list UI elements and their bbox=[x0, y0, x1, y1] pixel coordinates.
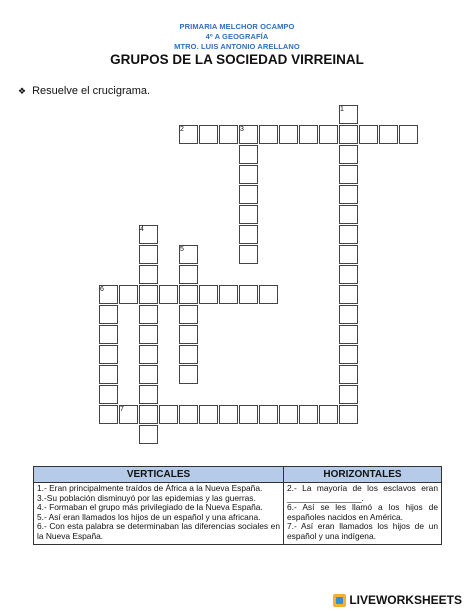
crossword-cell[interactable] bbox=[139, 425, 158, 444]
vertical-clue-4: 4.- Formaban el grupo más privilegiado de la Nueva España. bbox=[37, 502, 263, 513]
crossword-cell[interactable] bbox=[179, 405, 198, 424]
horizontales-header: HORIZONTALES bbox=[284, 467, 442, 483]
vertical-clue-1: 1.- Eran principalmente traídos de África a la Nueva España. bbox=[37, 483, 263, 493]
crossword-cell[interactable] bbox=[99, 385, 118, 404]
crossword-cell[interactable] bbox=[239, 185, 258, 204]
crossword-cell[interactable] bbox=[339, 265, 358, 284]
crossword-cell[interactable] bbox=[139, 265, 158, 284]
horizontal-clue-7: 7.- Así eran llamados los hijos de un español y una indígena. bbox=[287, 521, 438, 541]
crossword-cell[interactable] bbox=[179, 365, 198, 384]
crossword-cell[interactable] bbox=[339, 305, 358, 324]
horizontal-clues bbox=[284, 483, 442, 545]
crossword-cell[interactable] bbox=[339, 205, 358, 224]
crossword-cell[interactable] bbox=[339, 385, 358, 404]
crossword-cell[interactable] bbox=[139, 405, 158, 424]
clue-number-4: 4 bbox=[140, 226, 144, 233]
crossword-cell[interactable] bbox=[379, 125, 398, 144]
crossword-cell[interactable] bbox=[339, 165, 358, 184]
crossword-cell[interactable] bbox=[139, 245, 158, 264]
crossword-cell[interactable] bbox=[339, 365, 358, 384]
crossword-cell[interactable] bbox=[139, 305, 158, 324]
crossword-cell[interactable] bbox=[279, 125, 298, 144]
clue-number-1: 1 bbox=[340, 106, 344, 113]
liveworksheets-logo-icon bbox=[333, 594, 346, 607]
crossword-cell[interactable] bbox=[219, 125, 238, 144]
crossword-cell[interactable] bbox=[119, 285, 138, 304]
crossword-cell[interactable] bbox=[339, 125, 358, 144]
horizontal-clue-6: 6.- Así se les llamó a los hijos de españoles nacidos en América. bbox=[287, 502, 438, 522]
crossword-cell[interactable] bbox=[139, 385, 158, 404]
clues-table bbox=[33, 466, 442, 545]
crossword-cell[interactable] bbox=[179, 325, 198, 344]
crossword-cell[interactable] bbox=[339, 345, 358, 364]
crossword-cell[interactable] bbox=[359, 125, 378, 144]
crossword-cell[interactable] bbox=[299, 405, 318, 424]
brand-logo bbox=[333, 593, 462, 607]
crossword-cell[interactable] bbox=[239, 145, 258, 164]
crossword-cell[interactable] bbox=[139, 325, 158, 344]
crossword-cell[interactable] bbox=[339, 225, 358, 244]
crossword-cell[interactable] bbox=[239, 205, 258, 224]
crossword-cell[interactable] bbox=[339, 185, 358, 204]
crossword-cell[interactable] bbox=[99, 345, 118, 364]
crossword-cell[interactable] bbox=[139, 365, 158, 384]
crossword-cell[interactable] bbox=[239, 405, 258, 424]
crossword-cell[interactable] bbox=[159, 285, 178, 304]
crossword-cell[interactable] bbox=[99, 305, 118, 324]
crossword-cell[interactable] bbox=[339, 145, 358, 164]
school-name: PRIMARIA MELCHOR OCAMPO bbox=[179, 22, 295, 31]
crossword-cell[interactable] bbox=[319, 125, 338, 144]
crossword-cell[interactable] bbox=[199, 125, 218, 144]
crossword-cell[interactable] bbox=[179, 265, 198, 284]
crossword-cell[interactable] bbox=[239, 165, 258, 184]
page-title: GRUPOS DE LA SOCIEDAD VIRREINAL bbox=[110, 52, 364, 67]
vertical-clue-5: 5.- Así eran llamados los hijos de un español y una africana. bbox=[37, 511, 261, 522]
crossword-cell[interactable] bbox=[159, 405, 178, 424]
crossword-cell[interactable] bbox=[99, 405, 118, 424]
verticales-header: VERTICALES bbox=[34, 467, 284, 483]
brand-text: LIVEWORKSHEETS bbox=[349, 593, 462, 607]
crossword-cell[interactable] bbox=[239, 285, 258, 304]
clue-number-7: 7 bbox=[120, 406, 124, 413]
clue-number-6: 6 bbox=[100, 286, 104, 293]
clue-number-2: 2 bbox=[180, 126, 184, 133]
crossword-cell[interactable] bbox=[179, 285, 198, 304]
vertical-clues bbox=[34, 483, 284, 545]
crossword-cell[interactable] bbox=[239, 225, 258, 244]
crossword-cell[interactable] bbox=[199, 285, 218, 304]
grade-subject: 4º A GEOGRAFÍA bbox=[205, 32, 269, 41]
crossword-cell[interactable] bbox=[339, 405, 358, 424]
crossword-cell[interactable] bbox=[99, 365, 118, 384]
crossword-cell[interactable] bbox=[299, 125, 318, 144]
crossword-cell[interactable] bbox=[219, 405, 238, 424]
crossword-cell[interactable] bbox=[279, 405, 298, 424]
horizontal-clue-2: 2.- La mayoría de los esclavos eran ________________. bbox=[287, 483, 438, 503]
crossword-cell[interactable] bbox=[199, 405, 218, 424]
crossword-cell[interactable] bbox=[139, 285, 158, 304]
crossword-cell[interactable] bbox=[339, 245, 358, 264]
crossword-cell[interactable] bbox=[179, 345, 198, 364]
crossword-cell[interactable] bbox=[399, 125, 418, 144]
teacher-name: MTRO. LUIS ANTONIO ARELLANO bbox=[174, 42, 300, 51]
diamond-bullet-icon: ❖ bbox=[18, 86, 27, 96]
vertical-clue-6: 6.- Con esta palabra se determinaban las diferencias sociales en la Nueva España. bbox=[37, 521, 280, 541]
crossword-cell[interactable] bbox=[339, 325, 358, 344]
crossword-cell[interactable] bbox=[99, 325, 118, 344]
crossword-cell[interactable] bbox=[319, 405, 338, 424]
crossword-cell[interactable] bbox=[239, 245, 258, 264]
vertical-clue-3: 3.-Su población disminuyó por las epidemias y las guerras. bbox=[37, 492, 256, 503]
crossword-cell[interactable] bbox=[219, 285, 238, 304]
clue-number-3: 3 bbox=[240, 126, 244, 133]
crossword-cell[interactable] bbox=[259, 285, 278, 304]
crossword-cell[interactable] bbox=[259, 125, 278, 144]
instruction-text: Resuelve el crucigrama. bbox=[32, 85, 151, 97]
crossword-cell[interactable] bbox=[179, 305, 198, 324]
crossword-cell[interactable] bbox=[259, 405, 278, 424]
crossword-cell[interactable] bbox=[339, 285, 358, 304]
clue-number-5: 5 bbox=[180, 246, 184, 253]
crossword-cell[interactable] bbox=[139, 345, 158, 364]
